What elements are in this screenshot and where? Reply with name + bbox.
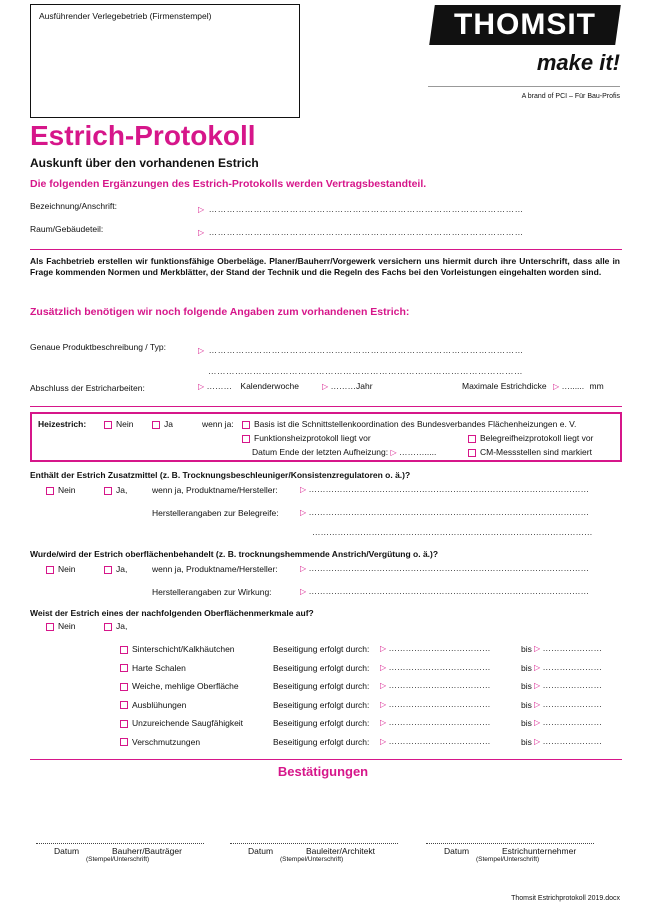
features-question: Weist der Estrich eines der nachfolgenden Oberflächenmerkmale auf? <box>30 608 314 618</box>
arrow-icon: ▷ <box>198 228 205 237</box>
heating-date-label: Datum Ende der letzten Aufheizung: <box>252 447 389 457</box>
field-label-address: Bezeichnung/Anschrift: <box>30 201 117 211</box>
signature-line <box>36 843 204 844</box>
heating-label: Heizestrich: <box>38 419 87 429</box>
checkbox[interactable] <box>104 487 112 495</box>
heating-opt-basis[interactable] <box>242 419 576 429</box>
features-yes-option[interactable] <box>104 621 127 631</box>
until-field[interactable] <box>534 643 618 653</box>
checkbox[interactable] <box>242 435 250 443</box>
arrow-icon: ▷ <box>534 644 541 653</box>
until-field[interactable] <box>534 680 618 690</box>
company-stamp-box[interactable] <box>30 4 300 118</box>
heating-date-dots: ………..... <box>399 447 437 457</box>
slogan-text: make it! <box>536 50 620 75</box>
arrow-icon: ▷ <box>534 718 541 727</box>
until-dots: ………………… <box>542 698 603 709</box>
product-dots-2: …………………………………………………………………………………………… <box>208 366 523 376</box>
signature-line <box>230 843 398 844</box>
product-label: Genaue Produktbeschreibung / Typ: <box>30 342 166 352</box>
year-dots: ……… <box>330 381 357 391</box>
treatment-product-field[interactable] <box>300 563 618 573</box>
until-field[interactable] <box>534 736 618 746</box>
confirmations-heading: Bestätigungen <box>277 764 369 779</box>
thickness-unit: mm <box>589 381 604 391</box>
signature-date-label: Datum <box>444 846 470 856</box>
arrow-icon: ▷ <box>198 382 205 391</box>
until-label: bis <box>521 662 532 673</box>
stamp-box-label: Ausführender Verlegebetrieb (Firmenstempel) <box>39 11 212 21</box>
arrow-icon: ▷ <box>534 681 541 690</box>
removal-dots: ……………………………… <box>388 735 491 746</box>
arrow-icon: ▷ <box>380 644 387 653</box>
until-dots: ………………… <box>542 717 603 727</box>
dots: ……………………………………………………………………………………… <box>308 586 590 596</box>
treatment-product-label: wenn ja, Produktname/Hersteller: <box>152 564 278 574</box>
removal-label: Beseitigung erfolgt durch: <box>273 644 370 654</box>
removal-field[interactable] <box>380 680 515 690</box>
until-label: bis <box>521 699 532 710</box>
heating-no-label: Nein <box>116 419 134 429</box>
until-label: bis <box>521 681 532 691</box>
completion-year[interactable] <box>322 381 373 391</box>
signature-date-label: Datum <box>54 846 80 856</box>
until-field[interactable] <box>534 662 618 672</box>
treatment-question: Wurde/wird der Estrich oberflächenbehandelt (z. B. trocknungshemmende Anstrich/Vergütung o. ä.)? <box>30 549 439 559</box>
additives-question: Enthält der Estrich Zusatzmittel (z. B. Trocknungsbeschleuniger/Konsistenzregulatoren o. ä.)? <box>30 470 411 480</box>
arrow-icon: ▷ <box>534 662 541 672</box>
feature-label: Unzureichende Saugfähigkeit <box>132 718 244 728</box>
signature-role: Bauherr/Bauträger <box>112 846 182 856</box>
heating-if-yes: wenn ja: <box>202 419 234 429</box>
year-label: Jahr <box>356 381 373 391</box>
removal-label: Beseitigung erfolgt durch: <box>273 662 370 673</box>
removal-field[interactable] <box>380 699 515 709</box>
checkbox[interactable] <box>120 646 128 654</box>
page-title: Estrich-Protokoll <box>30 120 256 151</box>
heating-yes-option[interactable] <box>152 419 173 429</box>
checkbox[interactable] <box>46 487 54 495</box>
heating-opt-function[interactable] <box>242 433 371 443</box>
heating-opt1-label: Basis ist die Schnittstellenkoordination des Bundesverbandes Flächenheizungen e. V. <box>254 419 577 429</box>
features-yes-label: Ja, <box>116 621 128 631</box>
divider <box>30 406 622 407</box>
until-label: bis <box>521 736 532 747</box>
arrow-icon: ▷ <box>300 485 307 494</box>
completion-week[interactable] <box>198 381 299 391</box>
removal-label: Beseitigung erfolgt durch: <box>273 681 370 691</box>
until-label: bis <box>521 644 532 654</box>
additives-manufacturer-field[interactable] <box>300 507 618 517</box>
additives-product-field[interactable] <box>300 484 618 494</box>
room-dots: …………………………………………………………………………………………… <box>208 227 524 237</box>
arrow-icon: ▷ <box>300 587 307 596</box>
additives-yes-option[interactable] <box>104 485 127 495</box>
treatment-no-label: Nein <box>58 564 76 574</box>
brand-divider <box>428 86 620 87</box>
thickness-label: Maximale Estrichdicke <box>462 381 547 391</box>
removal-dots: ……………………………… <box>388 698 491 709</box>
additional-heading: Zusätzlich benötigen wir noch folgende Angaben zum vorhandenen Estrich: <box>30 306 410 318</box>
signature-line <box>426 843 594 844</box>
heating-opt2-label: Funktionsheizprotokoll liegt vor <box>254 433 371 443</box>
additives-no-label: Nein <box>58 485 76 495</box>
feature-option[interactable] <box>120 681 239 691</box>
brand-line: A brand of PCI – Für Bau-Profis <box>521 93 620 100</box>
product-field-2[interactable] <box>208 361 618 379</box>
product-dots-1: …………………………………………………………………………………………… <box>208 345 524 355</box>
thickness-dots: …...... <box>561 381 585 391</box>
arrow-icon: ▷ <box>380 681 387 690</box>
additives-no-option[interactable] <box>46 485 75 495</box>
until-field[interactable] <box>534 717 618 727</box>
additives-yes-label: Ja, <box>116 485 128 495</box>
checkbox[interactable] <box>120 738 128 746</box>
dots: ……………………………………………………………………………………… <box>308 484 590 494</box>
heating-opt-readiness[interactable] <box>468 433 593 443</box>
heating-opt3-label: Belegreifheizprotokoll liegt vor <box>480 433 594 443</box>
checkbox[interactable] <box>46 566 54 574</box>
liability-statement: Als Fachbetrieb erstellen wir funktionsfähige Oberbeläge. Planer/Bauherr/Vorgewerk versichern uns hiermit durch ihre Unterschrift, dass alle in Frage kommenden Normen und Merkblätter, der Stand der Technik und die Regeln des Fachs bei den Vorleistungen eingehalten worden sind. <box>30 256 620 277</box>
dots: ……………………………………………………………………………………… <box>308 563 590 573</box>
treatment-yes-option[interactable] <box>104 564 127 574</box>
footer-filename: Thomsit Estrichprotokoll 2019.docx <box>511 895 620 902</box>
removal-dots: ……………………………… <box>388 717 491 727</box>
signature-role: Bauleiter/Architekt <box>306 846 375 856</box>
until-dots: ………………… <box>542 661 603 672</box>
arrow-icon: ▷ <box>534 736 541 746</box>
feature-label: Weiche, mehlige Oberfläche <box>132 681 239 691</box>
until-label: bis <box>521 718 532 728</box>
removal-label: Beseitigung erfolgt durch: <box>273 718 370 728</box>
signature-sub: (Stempel/Unterschrift) <box>280 856 344 863</box>
treatment-effect-label: Herstellerangaben zur Wirkung: <box>152 587 272 597</box>
additives-product-label: wenn ja, Produktname/Hersteller: <box>152 485 278 495</box>
arrow-icon: ▷ <box>380 736 387 746</box>
intro-note: Die folgenden Ergänzungen des Estrich-Protokolls werden Vertragsbestandteil. <box>30 178 427 190</box>
removal-field[interactable] <box>380 643 515 653</box>
feature-label: Verschmutzungen <box>132 736 201 747</box>
heating-opt-cm[interactable] <box>468 447 592 457</box>
dots: ……………………………………………………………………………………… <box>312 527 593 537</box>
features-no-label: Nein <box>58 621 76 631</box>
field-address[interactable] <box>198 199 618 217</box>
checkbox[interactable] <box>468 435 476 443</box>
arrow-icon: ▷ <box>380 699 387 709</box>
divider <box>30 249 622 250</box>
removal-dots: ……………………………… <box>388 661 491 672</box>
heating-yes-label: Ja <box>164 419 173 429</box>
arrow-icon: ▷ <box>198 205 205 214</box>
feature-option[interactable] <box>120 737 200 747</box>
signature-sub: (Stempel/Unterschrift) <box>476 856 540 863</box>
until-field[interactable] <box>534 699 618 709</box>
removal-field[interactable] <box>380 736 515 746</box>
arrow-icon: ▷ <box>380 718 387 727</box>
additives-manufacturer-field-2[interactable] <box>312 527 618 537</box>
checkbox[interactable] <box>120 683 128 691</box>
treatment-effect-field[interactable] <box>300 586 618 596</box>
feature-option[interactable] <box>120 644 235 654</box>
feature-label: Ausblühungen <box>132 699 187 710</box>
dots: ……………………………………………………………………………………… <box>308 507 590 517</box>
arrow-icon: ▷ <box>390 448 397 457</box>
week-label: Kalenderwoche <box>240 381 300 391</box>
heating-date-field[interactable] <box>252 447 436 457</box>
product-field[interactable] <box>198 340 618 358</box>
arrow-icon: ▷ <box>552 382 560 391</box>
treatment-no-option[interactable] <box>46 564 75 574</box>
checkbox[interactable] <box>120 701 128 709</box>
thickness-field[interactable] <box>462 381 604 391</box>
arrow-icon: ▷ <box>198 346 205 355</box>
arrow-icon: ▷ <box>380 662 387 672</box>
completion-label: Abschluss der Estricharbeiten: <box>30 383 145 393</box>
address-dots: …………………………………………………………………………………………… <box>208 204 524 214</box>
slogan <box>500 50 620 76</box>
signature-sub: (Stempel/Unterschrift) <box>86 856 150 863</box>
logo-text: THOMSIT <box>454 8 596 41</box>
until-dots: ………………… <box>542 643 603 653</box>
page-subtitle: Auskunft über den vorhandenen Estrich <box>30 156 259 170</box>
heating-no-option[interactable] <box>104 419 133 429</box>
week-dots: ……… <box>206 381 233 391</box>
arrow-icon: ▷ <box>300 564 307 573</box>
checkbox[interactable] <box>104 566 112 574</box>
checkbox[interactable] <box>152 421 160 429</box>
checkbox[interactable] <box>242 421 250 429</box>
signature-role: Estrichunternehmer <box>502 846 577 856</box>
checkbox[interactable] <box>120 664 128 672</box>
removal-field[interactable] <box>380 717 515 727</box>
feature-label: Harte Schalen <box>132 662 186 673</box>
arrow-icon: ▷ <box>322 382 329 391</box>
checkbox[interactable] <box>46 623 54 631</box>
field-label-room: Raum/Gebäudeteil: <box>30 224 104 234</box>
checkbox[interactable] <box>104 623 112 631</box>
arrow-icon: ▷ <box>534 699 541 709</box>
removal-label: Beseitigung erfolgt durch: <box>273 699 370 710</box>
heating-opt4-label: CM-Messstellen sind markiert <box>480 447 592 457</box>
checkbox[interactable] <box>120 720 128 728</box>
feature-option[interactable] <box>120 663 186 673</box>
feature-option[interactable] <box>120 700 186 710</box>
thomsit-logo <box>429 5 621 45</box>
feature-label: Sinterschicht/Kalkhäutchen <box>132 644 235 654</box>
signature-date-label: Datum <box>248 846 274 856</box>
additives-manufacturer-label: Herstellerangaben zur Belegreife: <box>152 508 279 518</box>
heating-box <box>30 412 622 462</box>
features-no-option[interactable] <box>46 621 75 631</box>
field-room[interactable] <box>198 222 618 240</box>
removal-field[interactable] <box>380 662 515 672</box>
removal-dots: ……………………………… <box>388 680 491 690</box>
feature-option[interactable] <box>120 718 243 728</box>
checkbox[interactable] <box>468 449 476 457</box>
checkbox[interactable] <box>104 421 112 429</box>
removal-dots: ……………………………… <box>388 643 491 653</box>
treatment-yes-label: Ja, <box>116 564 128 574</box>
arrow-icon: ▷ <box>300 508 307 517</box>
divider <box>30 759 622 760</box>
removal-label: Beseitigung erfolgt durch: <box>273 736 370 747</box>
until-dots: ………………… <box>542 735 603 746</box>
until-dots: ………………… <box>542 680 603 690</box>
